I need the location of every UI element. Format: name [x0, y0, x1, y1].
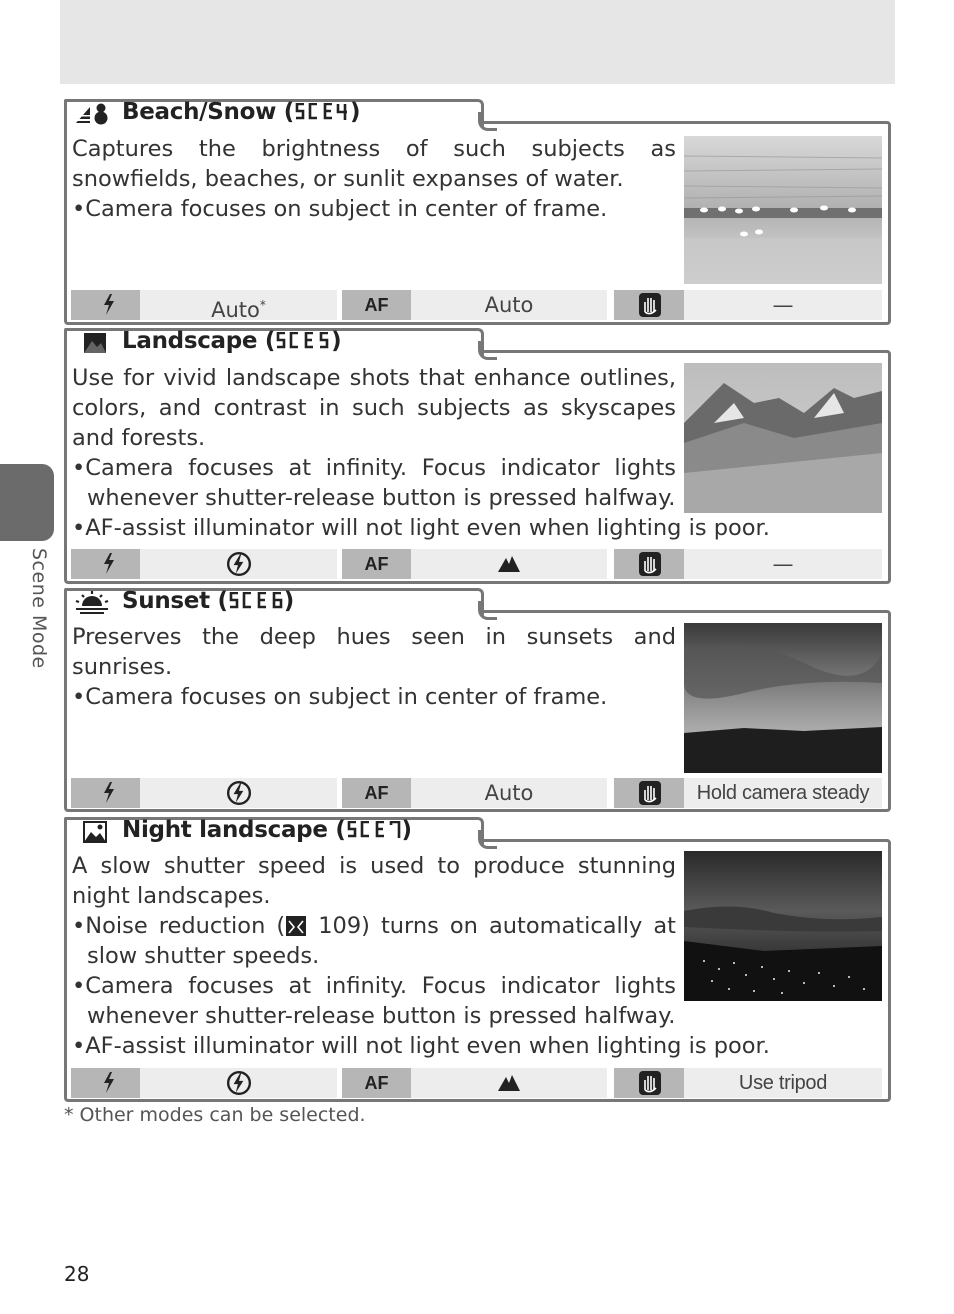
scene-code-icon: [229, 592, 283, 610]
hand-shake-icon: [638, 1070, 662, 1096]
vr-value: Use tripod: [738, 1072, 828, 1094]
flash-icon: [97, 1071, 121, 1095]
footnote: * Other modes can be selected.: [64, 1104, 366, 1126]
flash-icon: [97, 552, 121, 576]
section-description: Captures the brightness of such subjects as snowfields, beaches, or sunlit expanses of water. •Camera focuses on subject in center of frame.: [72, 136, 676, 222]
chapter-tab: [0, 464, 54, 541]
flash-icon: [97, 293, 121, 317]
section-sunset: [64, 588, 891, 813]
beach-snow-photo: [684, 136, 882, 284]
header-band: [60, 0, 895, 84]
section-title: Night landscape ( ): [122, 817, 412, 843]
hand-shake-icon: [638, 292, 662, 318]
chapter-label: Scene Mode: [28, 548, 50, 669]
section-beach-snow: [64, 99, 891, 325]
scene-code-icon: [295, 103, 349, 121]
af-label: AF: [364, 783, 389, 803]
section-title: Beach/Snow ( ): [122, 99, 361, 125]
vr-value: —: [772, 552, 794, 576]
focus-mode-value: Auto: [484, 293, 534, 317]
sunset-icon: [74, 590, 110, 616]
vr-value: Hold camera steady: [696, 782, 870, 804]
landscape-icon: [74, 330, 110, 356]
night-landscape-icon: [74, 819, 110, 845]
hand-shake-icon: [638, 780, 662, 806]
section-landscape: [64, 328, 891, 584]
af-label: AF: [364, 1073, 389, 1093]
landscape-photo: [684, 363, 882, 513]
section-description: Preserves the deep hues seen in sunsets and sunrises. •Camera focuses on subject in center of frame.: [72, 624, 676, 710]
section-title: Landscape ( ): [122, 328, 342, 354]
scene-code-icon: [347, 821, 401, 839]
section-description: Use for vivid landscape shots that enhance outlines, colors, and contrast in such subjects as skyscapes and forests. •Camera focuses at infinity. Focus indicator lights whenever shutter-release button is pressed halfway. •AF-assist illuminator will not light even when lighting is poor.: [72, 365, 770, 541]
flash-off-icon: [226, 1070, 252, 1096]
flash-off-icon: [226, 551, 252, 577]
settings-strip: [71, 778, 882, 808]
vr-value: —: [772, 293, 794, 317]
flash-mode-label: [71, 290, 140, 320]
af-label: AF: [364, 295, 389, 315]
scene-code-icon: [276, 332, 330, 350]
settings-strip: [71, 549, 882, 579]
settings-strip: [71, 290, 882, 320]
section-night-landscape: [64, 817, 891, 1103]
sunset-photo: [684, 623, 882, 773]
page-number: 28: [64, 1262, 90, 1286]
infinity-focus-icon: [496, 1071, 522, 1095]
hand-shake-icon: [638, 551, 662, 577]
focus-mode-value: Auto: [484, 781, 534, 805]
section-description: A slow shutter speed is used to produce stunning night landscapes. •Noise reduction ( 109) turns on automatically at slow shutter speeds. •Camera focuses at infinity. Focus indicator lights whenever shutter-release button is pressed halfway. •AF-assist illuminator will not light even when lighting is poor.: [72, 853, 770, 1059]
night-landscape-photo: [684, 851, 882, 1001]
flash-icon: [97, 781, 121, 805]
flash-mode-value: Auto*: [211, 298, 266, 322]
reference-page-icon: [285, 915, 307, 937]
settings-strip: [71, 1068, 882, 1098]
af-label: AF: [364, 554, 389, 574]
flash-off-icon: [226, 780, 252, 806]
infinity-focus-icon: [496, 552, 522, 576]
beach-snow-icon: [74, 101, 110, 127]
section-title: Sunset ( ): [122, 588, 294, 614]
